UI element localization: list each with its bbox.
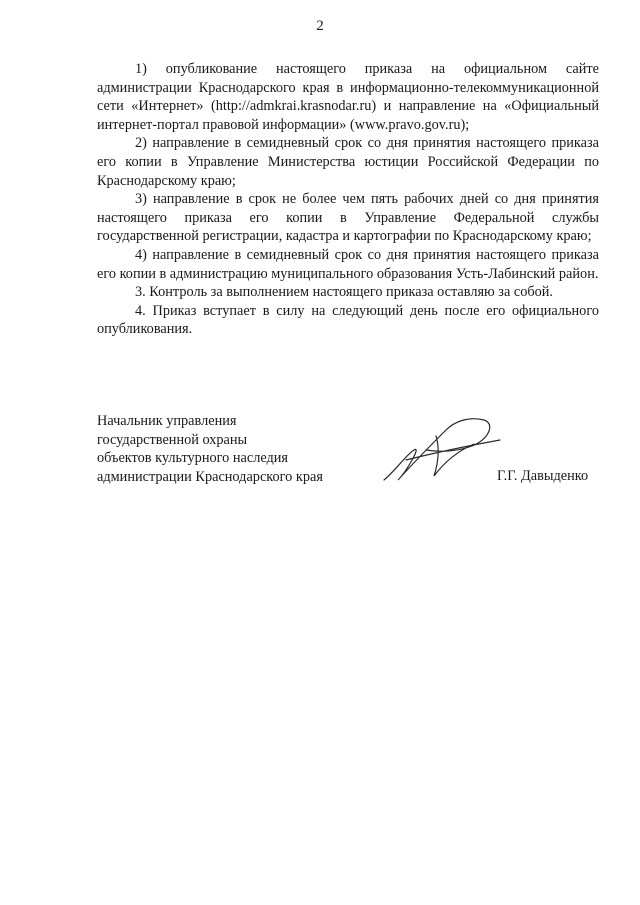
paragraph-5: 3. Контроль за выполнением настоящего приказа оставляю за собой. bbox=[135, 284, 554, 301]
signer-name: Г.Г. Давыденко bbox=[497, 468, 589, 484]
position-line-2: государственной охраны bbox=[97, 431, 248, 448]
paragraph-2: 2) направление в семидневный срок со дня принятия настоящего приказа его копии в Управление Министерства юстиции Российской Федерации по Краснодарскому краю; bbox=[97, 135, 599, 189]
paragraph-4: 4) направление в семидневный срок со дня принятия настоящего приказа его копии в администрацию муниципального образования Усть-Лабинский район. bbox=[97, 246, 599, 282]
signatory-position bbox=[97, 412, 323, 486]
position-line-4: администрации Краснодарского края bbox=[97, 468, 323, 485]
position-line-3: объектов культурного наследия bbox=[97, 450, 288, 467]
position-line-1: Начальник управления bbox=[97, 413, 237, 429]
paragraph-3: 3) направление в срок не более чем пять рабочих дней со дня принятия настоящего приказа его копии в Управление Федеральной службы государственной регистрации, кадастра и картографии по Краснодарскому краю; bbox=[97, 191, 599, 245]
handwritten-signature bbox=[376, 410, 506, 490]
document-body bbox=[97, 60, 599, 339]
paragraph-1: 1) опубликование настоящего приказа на официальном сайте администрации Краснодарского края в информационно-телекоммуникационной сети «Интернет» (http://admkrai.krasnodar.ru) и направление на «Официальный интернет-портал правовой информации» (www.pravo.gov.ru); bbox=[97, 61, 599, 133]
paragraph-6: 4. Приказ вступает в силу на следующий день после его официального опубликования. bbox=[97, 302, 599, 338]
page-number: 2 bbox=[316, 18, 324, 34]
